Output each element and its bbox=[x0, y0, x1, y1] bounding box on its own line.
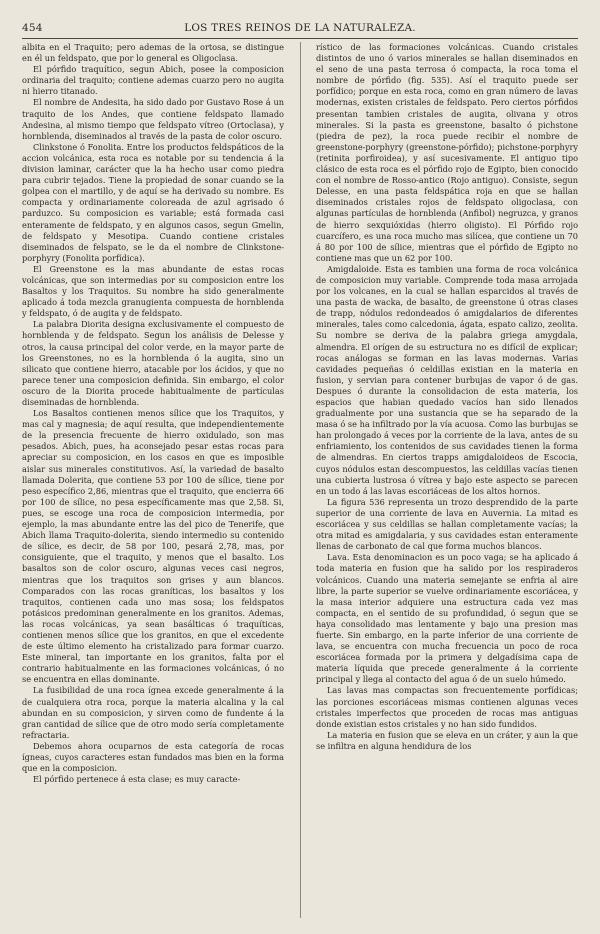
paragraph: albita en el Traquito; pero ademas de la ortosa, se distingue en él un feldspato, que por lo general es Oligoclasa. bbox=[22, 42, 284, 64]
left-column bbox=[22, 42, 284, 926]
paragraph: Clinkstone ó Fonolita. Entre los productos feldspáticos de la accion volcánica, esta roca es notable por su tendencia á la division laminar, carácter que la ha hecho usar como piedra para cubrir tejados. Tiene la propiedad de sonar cuando se la golpea con el martillo, y de aquí se ha derivado su nombre. Es compacta y ordinariamente coloreada de azul agrisado ó parduzco. Su composicion es variable; está formada casi enteramente de feldspato, y en algunos casos, segun Gmelin, de feldspato y Mesotipa. Cuando contiene cristales diseminados de felspato, se le da el nombre de Clinkstone-porphyry (Fonolita porfídica). bbox=[22, 141, 284, 263]
right-column bbox=[316, 42, 578, 926]
page-header bbox=[22, 22, 578, 36]
paragraph: La materia en fusion que se eleva en un cráter, y aun la que se infiltra en alguna hendidura de los bbox=[316, 729, 578, 751]
paragraph: Los Basaltos contienen menos sílice que los Traquitos, y mas cal y magnesia; de aquí resulta, que independientemente de la presencia frecuente de hierro oxidulado, son mas pesados. Abich, pues, ha aconsejado pesar estas rocas para apreciar su composicion, en los casos en que es imposible aislar sus minerales constitutivos. Así, la variedad de basalto llamada Dolerita, que contiene 53 por 100 de sílice, tiene por peso específico 2,86, mientras que el traquito, que encierra 66 por 100 de sílice, no pesa específicamente mas que 2,58. Si, pues, se escoge una roca de composicion intermedia, por ejemplo, la mas abundante entre las del pico de Tenerife, que Abich llama Traquito-dolerita, siendo intermedio su contenido de sílice, es decir, de 58 por 100, pesará 2,78, mas, por consiguiente, que el traquito, y menos que el basalto. Los basaltos son de color oscuro, algunas veces casi negros, mientras que los traquitos son grises y aun blancos. Comparados con las rocas graníticas, los basaltos y los traquitos, contienen cada uno mas sosa; los feldspatos potásicos predominan generalmente en los granitos. Ademas, las rocas volcánicas, ya sean basálticas ó traquíticas, contienen menos sílice que los granitos, en que el excedente de este último elemento ha cristalizado para formar cuarzo. Este mineral, tan importante en los granitos, falta por el contrario habitualmente en las formaciones volcánicas, ó no se encuentra en ellas dominante. bbox=[22, 408, 284, 685]
paragraph: Amigdaloide. Esta es tambien una forma de roca volcánica de composicion muy variable. Comprende toda masa arrojada por los volcanes, en la cual se hallan esparcidos al través de una pasta de wacka, de basalto, de greenstone ú otras clases de trapp, nódulos redondeados ó amigdalarios de diferentes minerales, tales como calcedonia, ágata, espato calizo, zeolita. Su nombre se deriva de la palabra griega amygdala, almendra. El orígen de su estructura no es difícil de explicar; rocas análogas se forman en las lavas modernas. Varias cavidades pequeñas ó celdillas existian en la materia en fusion, y servian para contener burbujas de vapor ó de gas. Despues ó durante la consolidacion de esta materia, los espacios que habian quedado vacíos han sido llenados gradualmente por una sustancia que se ha separado de la masa ó se ha infiltrado por la vía acuosa. Como las burbujas se han prolongado á veces por la corriente de la lava, antes de su enfriamiento, los contenidos de sus cavidades tienen la forma de almendras. En ciertos trapps amigdaloideos de Escocia, cuyos nódulos estan descompuestos, las celdillas vacías tienen una cubierta lustrosa ó vítrea y bajo este aspecto se parecen en un todo á las lavas escoriáceas de los altos hornos. bbox=[316, 263, 578, 496]
header-rule bbox=[22, 38, 578, 39]
paragraph: El nombre de Andesita, ha sido dado por Gustavo Rose á un traquito de los Andes, que contiene feldspato llamado Andesina, al mismo tiempo que feldspato vítreo (Ortoclasa), y hornblenda, diseminados al través de la pasta de color oscuro. bbox=[22, 97, 284, 141]
column-divider bbox=[300, 42, 301, 918]
paragraph: El pórfido traquítico, segun Abich, posee la composicion ordinaria del traquito; contiene ademas cuarzo pero no augita ni hierro titanado. bbox=[22, 64, 284, 97]
paragraph: La figura 536 representa un trozo desprendido de la parte superior de una corriente de lava en Auvernia. La mitad es escoriácea y sus celdillas se hallan completamente vacías; la otra mitad es amigdalaria, y sus cavidades estan enteramente llenas de carbonato de cal que forma muchos blancos. bbox=[316, 496, 578, 552]
paragraph: La palabra Diorita designa exclusivamente el compuesto de hornblenda y de feldspato. Segun los análisis de Delesse y otros, la causa principal del color verde, en la mayor parte de los Greenstones, no es la hornblenda ó la augita, sino un silicato que contiene hierro, atacable por los ácidos, y que no parece tener una composicion definida. Sin embargo, el color oscuro de la Diorita procede habitualmente de partículas diseminadas de hornblenda. bbox=[22, 319, 284, 407]
paragraph: Lava. Esta denominacion es un poco vaga; se ha aplicado á toda materia en fusion que ha salido por los respiraderos volcánicos. Cuando una materia semejante se enfria al aire libre, la parte superior se vuelve ordinariamente escoriácea, y la masa interior adquiere una estructura cada vez mas compacta, en el sentido de su profundidad, ó segun que se haya consolidado mas lentamente y bajo una presion mas fuerte. Sin embargo, en la parte inferior de una corriente de lava, se encuentra con mucha frecuencia un poco de roca escoriácea formada por la primera y delgadísima capa de materia líquida que precede generalmente á la corriente principal y llega al contacto del agua ó de un suelo húmedo. bbox=[316, 552, 578, 685]
paragraph: rístico de las formaciones volcánicas. Cuando cristales distintos de uno ó varios minerales se hallan diseminados en el seno de una pasta terrosa ó compacta, la roca toma el nombre de pórfido (fig. 535). Así el traquito puede ser porfídico; porque en esta roca, como en gran número de lavas modernas, existen cristales de feldspato. Pero ciertos pórfidos presentan tambien cristales de augita, olivana y otros minerales. Si la pasta es greenstone, basalto ó pichstone (piedra de pez), la roca puede recibir el nombre de greenstone-porphyry (greenstone-pórfido); pichstone-porphyry (retinita porfiroidea), y así sucesivamente. El antiguo tipo clásico de esta roca es el pórfido rojo de Egipto, bien conocido con el nombre de Rosso-antico (Rojo antiguo). Consiste, segun Delesse, en una pasta feldspática roja en que se hallan diseminados cristales rojos de feldspato oligoclasa, con algunas partículas de hornblenda (Anfibol) negruzca, y granos de hierro sexquióxidas (hierro oligisto). El Pórfido rojo cuarcífero, es una roca mucho mas silícea, que contiene un 70 á 80 por 100 de sílice, mientras que el pórfido de Egipto no contiene mas que un 62 por 100. bbox=[316, 42, 578, 263]
paragraph: La fusibilidad de una roca ígnea excede generalmente á la de cualquiera otra roca, porque la materia alcalina y la cal abundan en su composicion, y sirven como de fundente á la gran cantidad de sílice que de otro modo sería completamente refractaria. bbox=[22, 685, 284, 740]
paragraph: Las lavas mas compactas son frecuentemente porfídicas; las porciones escoriáceas mismas contienen algunas veces cristales imperfectos que proceden de rocas mas antiguas donde existian estos cristales y no han sido fundidos. bbox=[316, 685, 578, 729]
paragraph: Debemos ahora ocuparnos de esta categoría de rocas ígneas, cuyos caracteres estan fundados mas bien en la forma que en la composicion. bbox=[22, 740, 284, 774]
paragraph: El Greenstone es la mas abundante de estas rocas volcánicas, que son intermedias por su composicion entre los Basaltos y los Traquitos. Su nombre ha sido generalmente aplicado á toda mezcla granugienta compuesta de hornblenda y feldspato, ó de augita y de feldspato. bbox=[22, 263, 284, 319]
running-title: LOS TRES REINOS DE LA NATURALEZA. bbox=[184, 22, 416, 34]
page-number: 454 bbox=[22, 22, 43, 34]
paragraph: El pórfido pertenece á esta clase; es muy caracte- bbox=[33, 774, 241, 785]
